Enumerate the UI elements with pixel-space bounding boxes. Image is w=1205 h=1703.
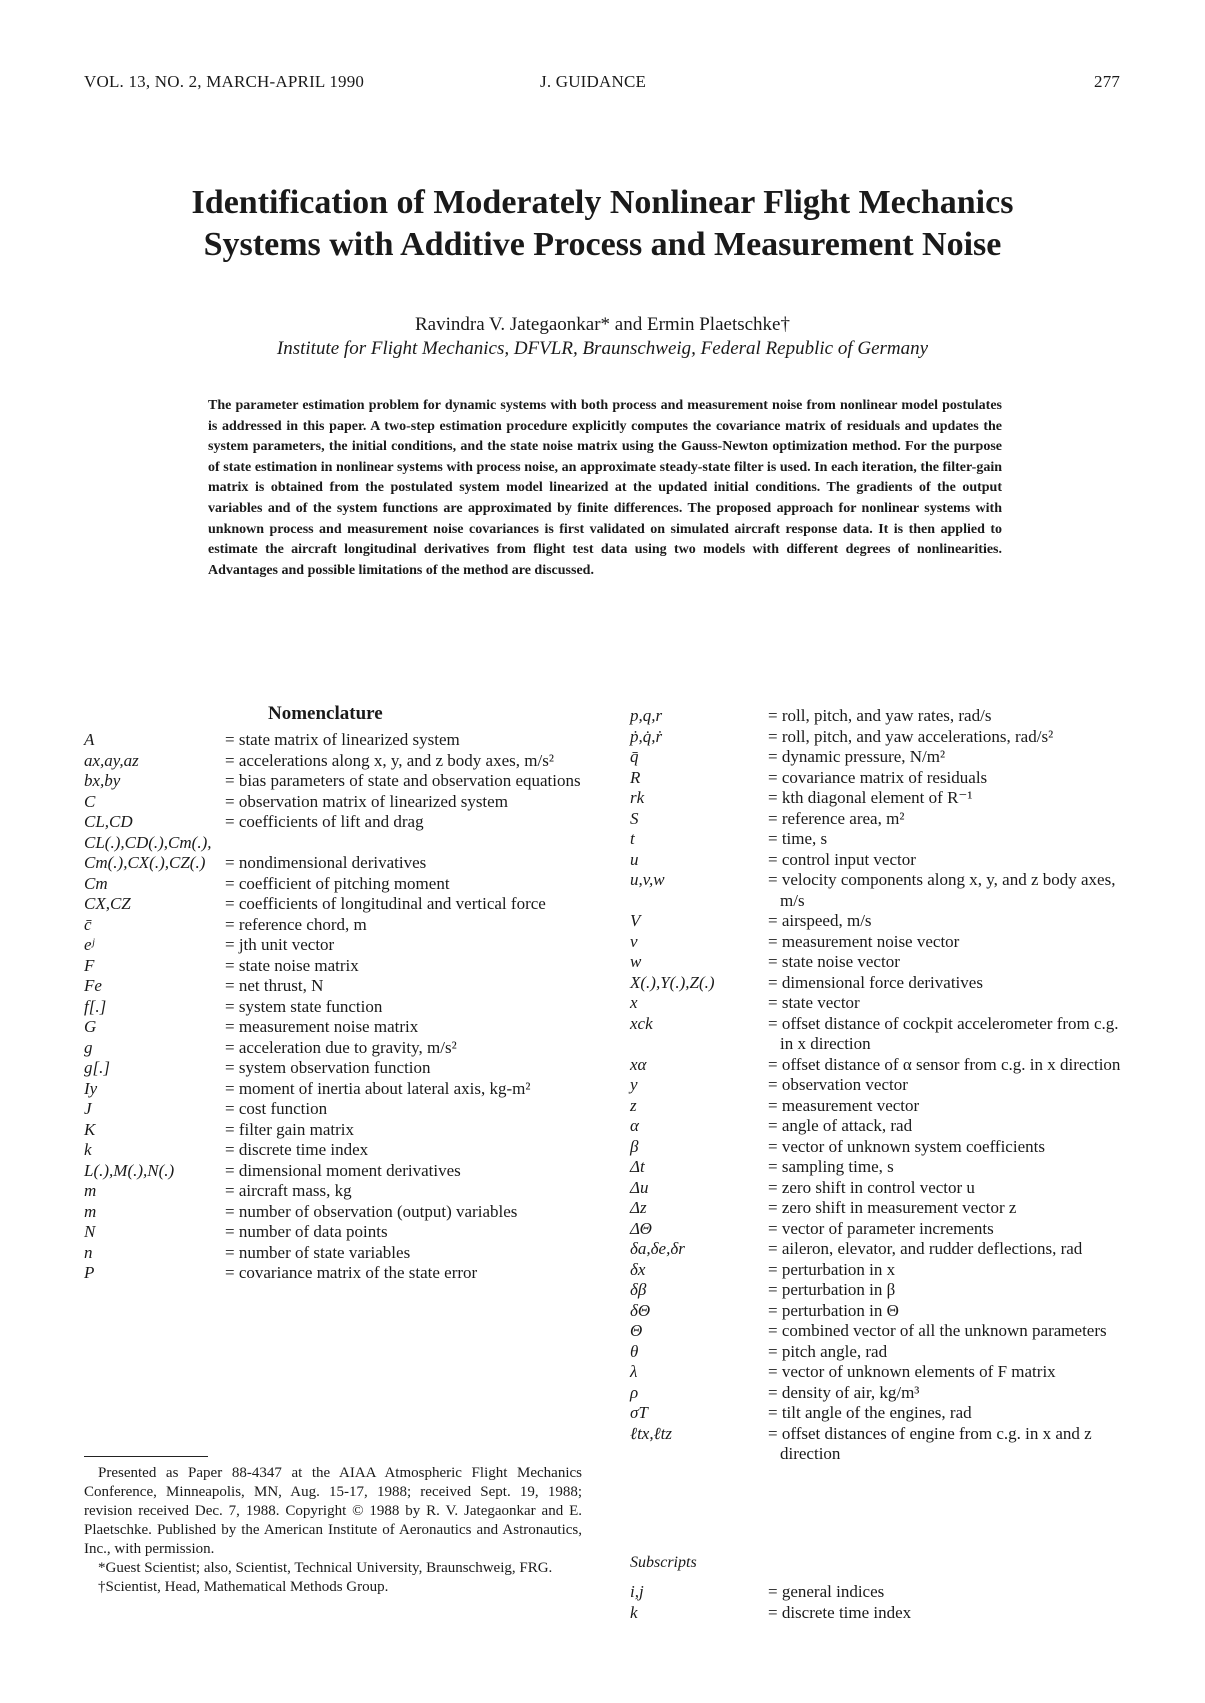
symbol: δx: [630, 1259, 646, 1279]
symbol: u,v,w: [630, 870, 665, 889]
nomenclature-left-column: [84, 730, 584, 1284]
nomenclature-row: [630, 952, 1124, 973]
symbol: δβ: [630, 1280, 647, 1299]
symbol: Δu: [630, 1177, 649, 1197]
definition: = number of data points: [225, 1222, 388, 1241]
definition: = offset distance of cockpit accelerometer from c.g. in x direction: [768, 1013, 1119, 1053]
definition: = combined vector of all the unknown parameters: [768, 1321, 1107, 1340]
symbol: L(.),M(.),N(.): [84, 1160, 175, 1180]
subscripts-list: [630, 1582, 1124, 1623]
authors: Ravindra V. Jategaonkar* and Ermin Plaetschke†: [415, 314, 790, 335]
nomenclature-row: [630, 747, 1124, 768]
nomenclature-row: [630, 809, 1124, 830]
symbol: w: [630, 952, 642, 971]
symbol: δa,δe,δr: [630, 1239, 685, 1258]
symbol: n: [84, 1242, 93, 1262]
nomenclature-row: [630, 768, 1124, 789]
symbol: C: [84, 791, 96, 811]
nomenclature-row: [84, 1058, 584, 1079]
nomenclature-row: [630, 1424, 1124, 1465]
symbol: v: [630, 931, 638, 951]
subscript-row: [630, 1603, 1124, 1624]
definition: = observation matrix of linearized system: [225, 791, 508, 811]
symbol: g: [84, 1037, 93, 1057]
symbol: ΔΘ: [630, 1218, 652, 1238]
definition: = vector of parameter increments: [768, 1218, 994, 1238]
nomenclature-row: [630, 1096, 1124, 1117]
nomenclature-row: [630, 1342, 1124, 1363]
definition: = accelerations along x, y, and z body axes, m/s²: [225, 750, 554, 770]
symbol: ax,ay,az: [84, 750, 139, 770]
nomenclature-row: [630, 870, 1124, 911]
definition: = control input vector: [768, 849, 916, 869]
symbol: β: [630, 1136, 639, 1156]
definition: = dimensional moment derivatives: [225, 1160, 461, 1180]
nomenclature-row: [630, 1239, 1124, 1260]
nomenclature-row: [630, 850, 1124, 871]
definition: = bias parameters of state and observation equations: [225, 771, 581, 790]
symbol: xα: [630, 1054, 647, 1074]
nomenclature-row: [84, 1140, 584, 1161]
nomenclature-row: [630, 1157, 1124, 1178]
symbol: Cm: [84, 873, 108, 893]
page-number: 277: [1094, 72, 1121, 91]
symbol: i,j: [630, 1582, 644, 1601]
nomenclature-row: [630, 1178, 1124, 1199]
nomenclature-row: [630, 1055, 1124, 1076]
definition: = roll, pitch, and yaw rates, rad/s: [768, 706, 992, 725]
definition: = measurement vector: [768, 1095, 920, 1115]
nomenclature-row: [84, 771, 584, 792]
definition: = perturbation in x: [768, 1259, 896, 1279]
symbol: c̄: [84, 914, 92, 934]
symbol: X(.),Y(.),Z(.): [630, 972, 715, 992]
definition: = discrete time index: [225, 1140, 369, 1159]
symbol: K: [84, 1119, 96, 1139]
symbol: θ: [630, 1341, 639, 1361]
nomenclature-row: [84, 1263, 584, 1284]
symbol: rk: [630, 788, 645, 807]
symbol: z: [630, 1095, 637, 1115]
nomenclature-row: [630, 1116, 1124, 1137]
subscript-row: [630, 1582, 1124, 1603]
nomenclature-row: [630, 993, 1124, 1014]
definition: = discrete time index: [768, 1602, 912, 1622]
definition: = observation vector: [768, 1075, 908, 1094]
nomenclature-row: [630, 932, 1124, 953]
definition: = vector of unknown elements of F matrix: [768, 1362, 1056, 1381]
definition: = coefficient of pitching moment: [225, 873, 450, 893]
definition: = airspeed, m/s: [768, 911, 872, 930]
symbol: A: [84, 730, 95, 749]
symbol: ṗ,q̇,ṙ: [630, 726, 663, 746]
definition: = state noise matrix: [225, 955, 359, 975]
footnotes: [84, 1464, 582, 1597]
definition: = kth diagonal element of R⁻¹: [768, 788, 973, 807]
definition: = jth unit vector: [225, 935, 335, 954]
nomenclature-row: [630, 1383, 1124, 1404]
definition: = coefficients of lift and drag: [225, 812, 424, 831]
nomenclature-row: [84, 976, 584, 997]
nomenclature-row: [84, 812, 584, 833]
definition: = moment of inertia about lateral axis, kg-m²: [225, 1078, 531, 1098]
symbol: ℓtx,ℓtz: [630, 1423, 673, 1443]
nomenclature-row: [84, 1181, 584, 1202]
symbol: u: [630, 849, 639, 869]
nomenclature-row: [84, 1099, 584, 1120]
definition: = state vector: [768, 993, 860, 1012]
definition: = filter gain matrix: [225, 1119, 355, 1139]
symbol: G: [84, 1017, 97, 1036]
nomenclature-row: [84, 833, 584, 854]
definition: = perturbation in Θ: [768, 1300, 899, 1320]
definition: = aircraft mass, kg: [225, 1181, 352, 1200]
definition: = sampling time, s: [768, 1157, 894, 1176]
symbol: m: [84, 1201, 97, 1221]
nomenclature-heading: Nomenclature: [268, 703, 383, 724]
nomenclature-row: [84, 1222, 584, 1243]
nomenclature-row: [84, 997, 584, 1018]
nomenclature-row: [84, 1120, 584, 1141]
definition: [225, 833, 584, 854]
nomenclature-row: [84, 915, 584, 936]
symbol: f[.]: [84, 996, 107, 1016]
symbol: k: [84, 1140, 92, 1159]
symbol: y: [630, 1075, 638, 1094]
symbol: g[.]: [84, 1058, 110, 1077]
header-volume: VOL. 13, NO. 2, MARCH-APRIL 1990: [84, 72, 365, 91]
definition: = reference area, m²: [768, 808, 905, 828]
definition: = offset distance of α sensor from c.g. in x direction: [768, 1054, 1121, 1074]
subscripts-heading: Subscripts: [630, 1554, 697, 1571]
nomenclature-row: [630, 706, 1124, 727]
definition: = acceleration due to gravity, m/s²: [225, 1037, 457, 1057]
definition: = measurement noise vector: [768, 931, 960, 951]
definition: = offset distances of engine from c.g. in x and z direction: [768, 1423, 1092, 1463]
symbol: x: [630, 993, 638, 1012]
symbol: p,q,r: [630, 706, 663, 725]
nomenclature-row: [630, 1362, 1124, 1383]
nomenclature-row: [630, 911, 1124, 932]
definition: = number of observation (output) variables: [225, 1201, 518, 1221]
definition: = velocity components along x, y, and z body axes, m/s: [768, 870, 1116, 910]
definition: = state noise vector: [768, 952, 900, 971]
symbol: q̄: [630, 747, 639, 766]
nomenclature-row: [630, 727, 1124, 748]
symbol: R: [630, 767, 641, 787]
title-line-2: Systems with Additive Process and Measurement Noise: [203, 226, 1002, 263]
symbol: xck: [630, 1013, 653, 1033]
nomenclature-row: [84, 894, 584, 915]
definition: = time, s: [768, 829, 828, 848]
symbol: Δt: [630, 1157, 645, 1176]
nomenclature-row: [630, 973, 1124, 994]
abstract: The parameter estimation problem for dynamic systems with both process and measurement noise from nonlinear model postulates is addressed in this paper. A two-step estimation procedure explicitly computes the covariance matrix of residuals and updates the system parameters, the initial conditions, and the state noise matrix using the Gauss-Newton optimization method. For the purpose of state estimation in nonlinear systems with process noise, an approximate steady-state filter is used. In each iteration, the filter-gain matrix is obtained from the postulated system model linearized at the updated initial conditions. The gradients of the output variables and of the system functions are approximated by finite differences. The proposed approach for nonlinear systems with unknown process and measurement noise covariances is first validated on simulated aircraft response data. It is then applied to estimate the aircraft longitudinal derivatives from flight test data using two models with different degrees of nonlinearities. Advantages and possible limitations of the method are discussed.: [208, 398, 1002, 578]
nomenclature-row: [630, 788, 1124, 809]
definition: = covariance matrix of residuals: [768, 767, 988, 787]
definition: = density of air, kg/m³: [768, 1382, 920, 1402]
nomenclature-row: [84, 874, 584, 895]
symbol: N: [84, 1222, 96, 1241]
symbol: CL(.),CD(.),Cm(.),: [84, 832, 212, 852]
nomenclature-row: [630, 1219, 1124, 1240]
footnote-guest-scientist: *Guest Scientist; also, Scientist, Technical University, Braunschweig, FRG.: [98, 1560, 553, 1576]
footnote-head: †Scientist, Head, Mathematical Methods Group.: [98, 1579, 389, 1595]
symbol: k: [630, 1602, 638, 1622]
symbol: Cm(.),CX(.),CZ(.): [84, 853, 206, 872]
symbol: m: [84, 1181, 97, 1200]
nomenclature-row: [630, 1075, 1124, 1096]
nomenclature-row: [630, 1403, 1124, 1424]
symbol: Iy: [84, 1078, 98, 1098]
definition: = dynamic pressure, N/m²: [768, 747, 946, 766]
symbol: CL,CD: [84, 812, 133, 831]
symbol: eʲ: [84, 935, 95, 954]
nomenclature-row: [630, 1014, 1124, 1055]
nomenclature-row: [84, 853, 584, 874]
footnote-rule: [84, 1456, 208, 1457]
nomenclature-row: [84, 1038, 584, 1059]
definition: = system observation function: [225, 1058, 431, 1077]
definition: = system state function: [225, 996, 383, 1016]
symbol: F: [84, 955, 95, 975]
nomenclature-row: [84, 1079, 584, 1100]
nomenclature-row: [630, 1137, 1124, 1158]
symbol: σT: [630, 1403, 648, 1422]
nomenclature-row: [630, 1260, 1124, 1281]
paper-title: [0, 182, 1205, 266]
definition: = perturbation in β: [768, 1280, 896, 1299]
definition: = zero shift in control vector u: [768, 1177, 975, 1197]
nomenclature-row: [84, 730, 584, 751]
nomenclature-row: [84, 1161, 584, 1182]
definition: = covariance matrix of the state error: [225, 1263, 478, 1282]
nomenclature-row: [84, 956, 584, 977]
definition: = angle of attack, rad: [768, 1116, 913, 1135]
definition: = aileron, elevator, and rudder deflections, rad: [768, 1239, 1083, 1258]
definition: = pitch angle, rad: [768, 1341, 888, 1361]
symbol: α: [630, 1116, 639, 1135]
definition: = general indices: [768, 1582, 885, 1601]
definition: = vector of unknown system coefficients: [768, 1136, 1045, 1156]
definition: = net thrust, N: [225, 976, 324, 995]
symbol: λ: [630, 1362, 638, 1381]
symbol: P: [84, 1263, 95, 1282]
nomenclature-row: [84, 1017, 584, 1038]
symbol: ρ: [630, 1382, 639, 1402]
nomenclature-row: [84, 751, 584, 772]
nomenclature-right-column: [630, 706, 1124, 1465]
symbol: Δz: [630, 1198, 647, 1217]
symbol: V: [630, 911, 641, 930]
nomenclature-row: [84, 792, 584, 813]
footnote-presented: Presented as Paper 88-4347 at the AIAA Atmospheric Flight Mechanics Conference, Minneapolis, MN, Aug. 15-17, 1988; received Sept. 19, 1988; revision received Dec. 7, 1988. Copyright © 1988 by R. V. Jategaonkar and E. Plaetschke. Published by the American Institute of Aeronautics and Astronautics, Inc., with permission.: [84, 1465, 582, 1557]
definition: = measurement noise matrix: [225, 1017, 419, 1036]
symbol: bx,by: [84, 771, 121, 790]
symbol: Θ: [630, 1321, 643, 1340]
definition: = nondimensional derivatives: [225, 853, 427, 872]
definition: = tilt angle of the engines, rad: [768, 1403, 972, 1422]
definition: = cost function: [225, 1099, 328, 1118]
symbol: S: [630, 808, 639, 828]
definition: = zero shift in measurement vector z: [768, 1198, 1017, 1217]
header-journal: J. GUIDANCE: [540, 72, 647, 91]
definition: = number of state variables: [225, 1242, 411, 1262]
definition: = dimensional force derivatives: [768, 972, 983, 992]
title-line-1: Identification of Moderately Nonlinear Flight Mechanics: [191, 184, 1014, 221]
symbol: t: [630, 829, 635, 848]
nomenclature-row: [84, 1202, 584, 1223]
nomenclature-row: [630, 1301, 1124, 1322]
nomenclature-row: [630, 829, 1124, 850]
definition: = reference chord, m: [225, 914, 367, 934]
nomenclature-row: [630, 1321, 1124, 1342]
definition: = coefficients of longitudinal and vertical force: [225, 894, 546, 913]
symbol: δΘ: [630, 1300, 651, 1320]
symbol: Fe: [84, 976, 102, 995]
definition: = state matrix of linearized system: [225, 730, 460, 749]
definition: = roll, pitch, and yaw accelerations, rad/s²: [768, 726, 1054, 746]
affiliation: Institute for Flight Mechanics, DFVLR, Braunschweig, Federal Republic of Germany: [276, 338, 929, 359]
nomenclature-row: [84, 935, 584, 956]
nomenclature-row: [84, 1243, 584, 1264]
symbol: CX,CZ: [84, 894, 131, 913]
nomenclature-row: [630, 1198, 1124, 1219]
nomenclature-row: [630, 1280, 1124, 1301]
symbol: J: [84, 1099, 92, 1118]
